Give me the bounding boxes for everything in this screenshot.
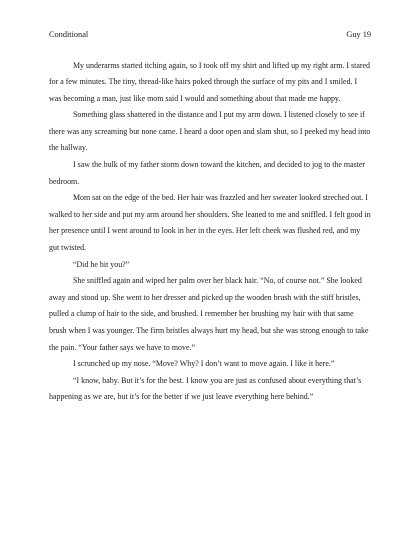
paragraph: She sniffled again and wiped her palm over her black hair. “No, of course not.” She looked away and stood up. She went to her dresser and picked up the wooden brush with the stiff bristles, pulled a clump of hair to the side, and brushed. I remember her brushing my hair with that same brush when I was younger. The firm bristles always hurt my head, but she was strong enough to take the pain. “Your father says we have to move.”: [49, 276, 369, 352]
paragraph: I scrunched up my nose. “Move? Why? I don’t want to move again. I like it here.”: [73, 359, 335, 369]
page-number-label: Guy 19: [346, 30, 371, 39]
paragraph: My underarms started itching again, so I took off my shirt and lifted up my right arm. I stared for a few minutes. The tiny, thread-like hairs poked through the surface of my pits and I smiled. I was becoming a man, just like mom said I would and something about that made me happy.: [49, 60, 371, 103]
paragraph: “Did he hit you?”: [73, 259, 130, 269]
paragraph: “I know, baby. But it’s for the best. I know you are just as confused about everything that’s happening as we are, but it’s for the better if we just leave everything here behind.”: [49, 375, 362, 402]
page-header: [49, 29, 371, 41]
running-title: Conditional: [49, 30, 89, 39]
paragraph: I saw the bulk of my father storm down toward the kitchen, and decided to jog to the master bedroom.: [49, 160, 366, 186]
paragraph: Something glass shattered in the distance and I put my arm down. I listened closely to see if there was any screaming but none came. I heard a door open and slam shut, so I peeked my head into the hallway.: [49, 110, 371, 153]
manuscript-body: [49, 58, 371, 406]
paragraph: Mom sat on the edge of the bed. Her hair was frazzled and her sweater looked streched out. I walked to her side and put my arm around her shoulders. She leaned to me and sniffled. I felt good in her presence until I went around to look in her in the eyes. Her left cheek was flushed red, and my gut twisted.: [49, 193, 371, 253]
